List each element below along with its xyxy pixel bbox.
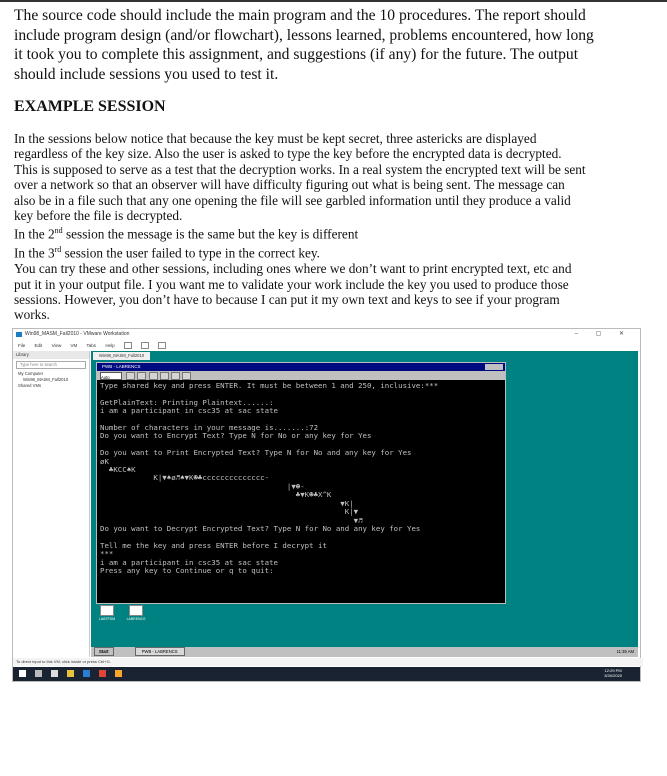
folder-icon — [129, 605, 143, 616]
menu-edit[interactable]: Edit — [34, 343, 43, 348]
report-paragraph: The source code should include the main program and the 10 procedures. The report should include program design (and/or flowchart), lessons learned, problems encountered, how long it took you to complete this assignment, and suggestions (if any) for the future. The output should include sessions you used to test it. — [14, 7, 594, 83]
folder-icon — [100, 605, 114, 616]
notes-line: key before the file is decrypted. — [14, 208, 183, 224]
vmware-taskbar-icon[interactable] — [115, 670, 122, 677]
console-window[interactable] — [96, 362, 506, 604]
vm-tab[interactable]: Win98_MASM_Fall2010 — [93, 352, 150, 360]
vm-titlebar — [13, 329, 640, 340]
console-window-buttons[interactable] — [485, 364, 503, 370]
top-rule — [0, 0, 667, 2]
tree-shared-vms[interactable]: Shared VMs — [18, 383, 42, 388]
font-select[interactable]: Auto — [100, 372, 122, 380]
notes-line: This is supposed to serve as a test that the decryption works. In a real system the encrypted text will be sent — [14, 161, 586, 177]
taskview-icon[interactable] — [51, 670, 58, 677]
vmware-icon — [16, 332, 22, 337]
chrome-icon[interactable] — [99, 670, 106, 677]
toolbar-icon[interactable] — [171, 372, 180, 380]
menu-vm[interactable]: VM — [70, 343, 78, 348]
window-controls[interactable]: – ▢ ✕ — [574, 331, 632, 337]
guest-clock: 11:35 AM — [616, 649, 634, 654]
taskbar-item[interactable]: PWB - LABRENCS — [135, 647, 185, 656]
section-heading: EXAMPLE SESSION — [14, 98, 166, 115]
notes-line: over a network so that an observer will have difficulty figuring out what is being sent. The message can — [14, 177, 565, 193]
library-search-input[interactable]: Type here to search — [16, 361, 86, 369]
vm-status-bar: To direct input to this VM, click inside or press Ctrl+G. — [13, 658, 643, 666]
menu-tabs[interactable]: Tabs — [86, 343, 97, 348]
toolbar-icon[interactable] — [126, 372, 135, 380]
notes-line: In the sessions below notice that because the key must be kept secret, three astericks are displayed — [14, 131, 537, 146]
console-toolbar — [97, 371, 505, 380]
vm-screenshot — [12, 328, 641, 682]
menu-view[interactable]: View — [51, 343, 62, 348]
library-panel — [13, 351, 90, 657]
notes-line: You can try these and other sessions, including ones where we don’t want to print encrypted text, etc and — [14, 261, 572, 277]
console-title: PWB - LABRENCS — [102, 364, 141, 369]
pause-icon[interactable] — [124, 342, 132, 349]
desktop-icon[interactable]: LAB7FDM — [96, 605, 118, 621]
toolbar-icon[interactable] — [137, 372, 146, 380]
host-clock: 12:29 PM 3/30/2020 — [604, 668, 622, 678]
notes-line: put it in your output file. I you want me to validate your work include the key you used to produce those — [14, 276, 569, 292]
console-output: Type shared key and press ENTER. It must be between 1 and 250, inclusive:*** GetPlainText: Printing Plaintext......: i am a participant in csc35 at sac state Number of characters in your message is.......:72 Do you want to Encrypt Text? Type N for No or any key for Yes Do you want to Print Encrypted Text? Type N for No and any key for Yes øK ♣KCC♠K K|▼♠ø♬♠▼K☻♣cccccccccccccc- |▼☻- ♣▼K☻♣X^K ▼K| K|▼ ▼♬ Do you want to Decrypt Encrypted Text? Type N for No and any key for Yes Tell me the key and press ENTER before I decrypt it *** i am a participant in csc35 at sac state Press any key to Continue or q to quit: — [100, 381, 439, 575]
toolbar-icon[interactable] — [182, 372, 191, 380]
search-icon[interactable] — [35, 670, 42, 677]
desktop-icon[interactable]: LABRENCS — [125, 605, 147, 621]
toolbar-icon[interactable] — [149, 372, 158, 380]
notes-line: also be in a file such that any one opening the file will see garbled information until they produce a valid — [14, 192, 571, 208]
notes-line-3rd: In the 3rd session the user failed to type in the correct key. — [14, 245, 321, 261]
vm-menubar — [13, 341, 640, 350]
snapshot-icon[interactable] — [141, 342, 149, 349]
console-titlebar — [97, 363, 505, 371]
tree-vm-item[interactable]: Win98_MASM_Fall2010 — [23, 377, 69, 382]
explorer-icon[interactable] — [67, 670, 74, 677]
menu-file[interactable]: File — [18, 343, 26, 348]
notes-line: works. — [14, 307, 50, 323]
library-title: Library — [13, 351, 89, 359]
fullscreen-icon[interactable] — [158, 342, 166, 349]
vm-window-title: Win98_MASM_Fall2010 - VMware Workstation — [25, 331, 130, 337]
guest-taskbar — [91, 647, 638, 657]
notes-line: regardless of the key size. Also the user is asked to type the key before the encrypted data is decrypted. — [14, 146, 562, 162]
session-notes — [14, 131, 604, 323]
start-button[interactable]: Start — [94, 647, 114, 656]
menu-help[interactable]: Help — [105, 343, 115, 348]
windows-icon[interactable] — [19, 670, 26, 677]
app-icon[interactable] — [83, 670, 90, 677]
notes-line: sessions. However, you don’t have to because I can put it my own text and keys to see if your program — [14, 291, 560, 307]
toolbar-icon[interactable] — [160, 372, 169, 380]
tree-my-computer[interactable]: My Computer — [18, 371, 44, 376]
host-taskbar — [13, 667, 640, 681]
notes-line-2nd: In the 2nd session the message is the same but the key is different — [14, 226, 359, 242]
